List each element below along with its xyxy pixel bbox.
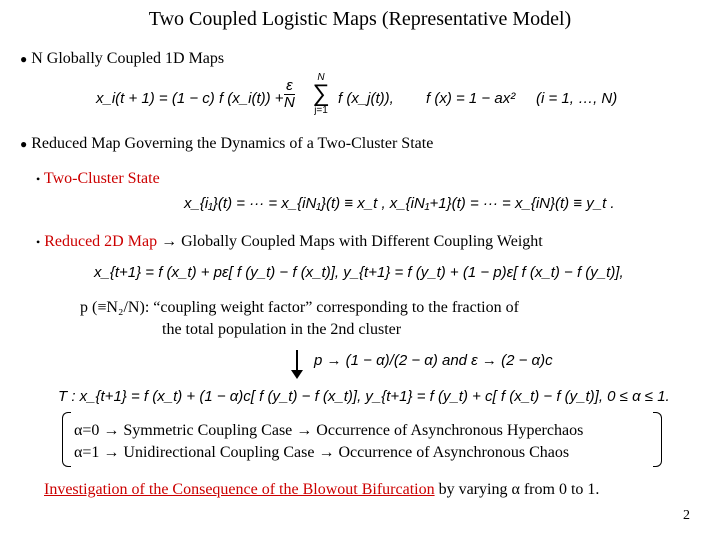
subsection-two-cluster [36,170,160,188]
right-bracket [653,412,662,467]
p-definition-line-2: the total population in the 2nd cluster [162,321,402,338]
investigation-rest: by varying α from 0 to 1. [434,481,600,498]
subsection-reduced-map [36,233,543,251]
down-arrow-icon [296,350,298,372]
page-number: 2 [683,508,690,523]
p-definition-line-1: p (≡N₂/N): “coupling weight factor” corresponding to the fraction of [80,299,519,316]
two-cluster-label: Two-Cluster State [43,170,160,187]
eq1-left: x_i(t + 1) = (1 − c) f (x_i(t)) + [96,90,284,107]
investigation-highlight: Investigation of the Consequence of the Blowout Bifurcation [44,481,435,498]
section-2-heading [20,135,433,153]
bullet-icon: ● [20,137,28,151]
equation-two-cluster-state: x_{i₁}(t) = ··· = x_{iN₁}(t) ≡ x_t , x_{iN₁+1}(t) = ··· = x_{iN}(t) ≡ y_t . [184,195,615,212]
equation-map-T: T : x_{t+1} = f (x_t) + (1 − α)c[ f (y_t) − f (x_t)], y_{t+1} = f (y_t) + c[ f (x_t) − f (y_t)], 0 ≤ α ≤ 1. [58,388,670,405]
bullet-icon: ● [20,52,28,66]
eq1-frac-num: ε [284,78,295,95]
eq1-after-sum: f (x_j(t)), [338,90,394,107]
eq1-sum [308,72,334,116]
eq1-fx: f (x) = 1 − ax² [426,90,516,107]
section-1-text: N Globally Coupled 1D Maps [31,50,225,67]
section-2-text: Reduced Map Governing the Dynamics of a Two-Cluster State [31,135,434,152]
equation-reduced-2d-map: x_{t+1} = f (x_t) + pε[ f (y_t) − f (x_t)], y_{t+1} = f (y_t) + (1 − p)ε[ f (x_t) − f (y_t)], [94,264,624,281]
left-bracket [62,412,71,467]
case-alpha-0: α=0 → Symmetric Coupling Case → Occurrence of Asynchronous Hyperchaos [74,422,584,439]
investigation-statement [44,481,599,499]
eq1-frac-den: N [284,94,295,111]
eq1-sum-top: N [317,72,325,83]
eq1-range: (i = 1, …, N) [536,90,618,107]
substitution-rule: p → (1 − α)/(2 − α) and ε → (2 − α)c [314,352,553,369]
reduced-map-label: Reduced 2D Map [44,233,158,250]
eq1-fraction [284,78,295,111]
eq1-sum-bottom: j=1 [314,105,328,116]
reduced-map-description: Globally Coupled Maps with Different Coupling Weight [181,233,543,250]
right-arrow-icon: → [161,233,178,250]
sub-bullet-icon: • [36,235,41,249]
slide-title: Two Coupled Logistic Maps (Representative Model) [148,8,572,30]
sigma-icon: ∑ [312,80,330,107]
section-1-heading [20,50,224,68]
sub-bullet-icon: • [36,172,41,186]
case-alpha-1: α=1 → Unidirectional Coupling Case → Occurrence of Asynchronous Chaos [74,444,570,461]
